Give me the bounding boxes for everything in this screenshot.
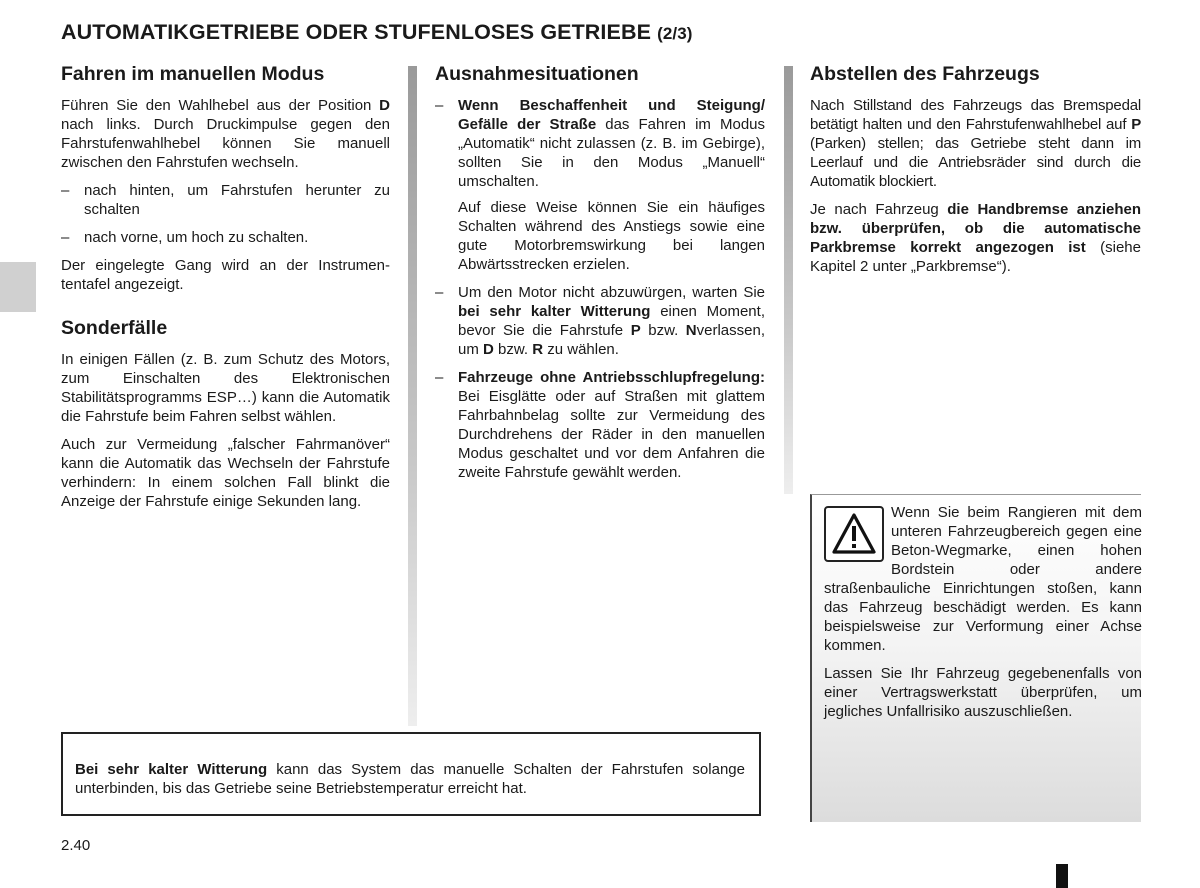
list-item: – Fahrzeuge ohne Antriebsschlupfregelung: Bei Eisglätte oder auf Straßen mit glattem Fahrbahnbelag sollte zur Vermeidung des Durchdrehens der Räder in den manuellen Modus geschaltet und vor dem Anfahren die zweite Fahrstufe gewählt werden.: [435, 369, 765, 481]
paragraph: Je nach Fahrzeug die Handbremse anziehen bzw. überprüfen, ob die automatische Parkbremse korrekt angezogen ist (siehe Kapitel 2 unter „Parkbremse“).: [810, 201, 1141, 275]
section-heading-exceptions: Ausnahmesituationen: [435, 63, 639, 85]
chapter-tab: [0, 262, 36, 312]
warning-text: [824, 503, 1142, 730]
column-divider: [784, 66, 793, 494]
page-title-main: AUTOMATIKGETRIEBE ODER STUFENLOSES GETRIEBE: [61, 20, 658, 44]
section-heading-parking: Abstellen des Fahrzeugs: [810, 63, 1040, 85]
section-heading-manual-mode: Fahren im manuellen Modus: [61, 63, 325, 85]
column-manual-mode: [61, 62, 390, 520]
thumb-index-mark: [1056, 864, 1068, 888]
list-item: – Um den Motor nicht abzuwürgen, warten Sie bei sehr kalter Witterung einen Moment, bevor Sie die Fahrstufe P bzw. Nverlassen, um D bzw. R zu wählen.: [435, 284, 765, 358]
paragraph: In einigen Fällen (z. B. zum Schutz des Motors, zum Einschalten des Elektronischen Stabilitätsprogramms ESP…) kann die Automatik die Fahrstufe beim Fahren selbst wählen.: [61, 351, 390, 425]
note-box: [61, 732, 761, 816]
paragraph: Auch zur Vermeidung „falscher Fahrmanöver“ kann die Automatik das Wechseln der Fahrstufe verhindern: In einem solchen Fall blinkt die Anzeige der Fahrstufe einige Sekunden lang.: [61, 436, 390, 510]
column-exceptions: [435, 62, 765, 491]
paragraph: Bei sehr kalter Witterung kann das System das manuelle Schalten der Fahrstufen solange unterbinden, bis das Getriebe seine Betriebstemperatur erreicht hat.: [75, 761, 745, 797]
paragraph: Nach Stillstand des Fahrzeugs das Bremspedal betätigt halten und den Fahrstufenwahlhebel auf P (Parken) stellen; das Getriebe steht dann im Leerlauf und die Antriebsräder sind durch die Automatik blockiert.: [810, 97, 1141, 190]
paragraph: Führen Sie den Wahlhebel aus der Position D nach links. Durch Druckimpulse gegen den Fahrstufenwahlhebel können Sie manuell zwischen den Fahrstufen wechseln.: [61, 97, 390, 171]
page-title-part: (2/3): [657, 24, 693, 43]
list-item: – Wenn Beschaffenheit und Steigung/ Gefälle der Straße das Fahren im Modus „Automatik“ nicht zulassen (z. B. im Gebirge), sollten Sie in den Modus „Manuell“ umschalten.: [435, 97, 766, 190]
paragraph: Wenn Sie beim Rangieren mit dem unteren Fahrzeugbereich gegen eine Beton-Wegmarke, einen hohen Bordstein oder andere straßenbauliche Einrichtungen stoßen, kann das Fahrzeug beschädigt werden. Es kann beispielsweise zur Verformung einer Achse kommen.: [824, 504, 1142, 654]
paragraph: Lassen Sie Ihr Fahrzeug gegebenenfalls von einer Vertragswerkstatt überprüfen, um jegliches Unfallrisiko auszuschließen.: [824, 665, 1142, 720]
page-title: [61, 20, 693, 45]
list-item: – nach hinten, um Fahrstufen herunter zu schalten: [61, 182, 390, 218]
section-heading-special-cases: Sonderfälle: [61, 317, 168, 339]
paragraph: Auf diese Weise können Sie ein häufiges Schalten während des Anstiegs sowie eine gute Motorbremswirkung bei langen Abwärtsstrecken erzielen.: [458, 199, 765, 273]
column-parking: [810, 62, 1141, 285]
warning-box: [810, 494, 1141, 822]
column-divider: [408, 66, 417, 726]
page-number: 2.40: [61, 837, 91, 854]
paragraph: Der eingelegte Gang wird an der Instrumententafel angezeigt.: [61, 257, 390, 293]
list-item: – nach vorne, um hoch zu schalten.: [61, 229, 309, 246]
